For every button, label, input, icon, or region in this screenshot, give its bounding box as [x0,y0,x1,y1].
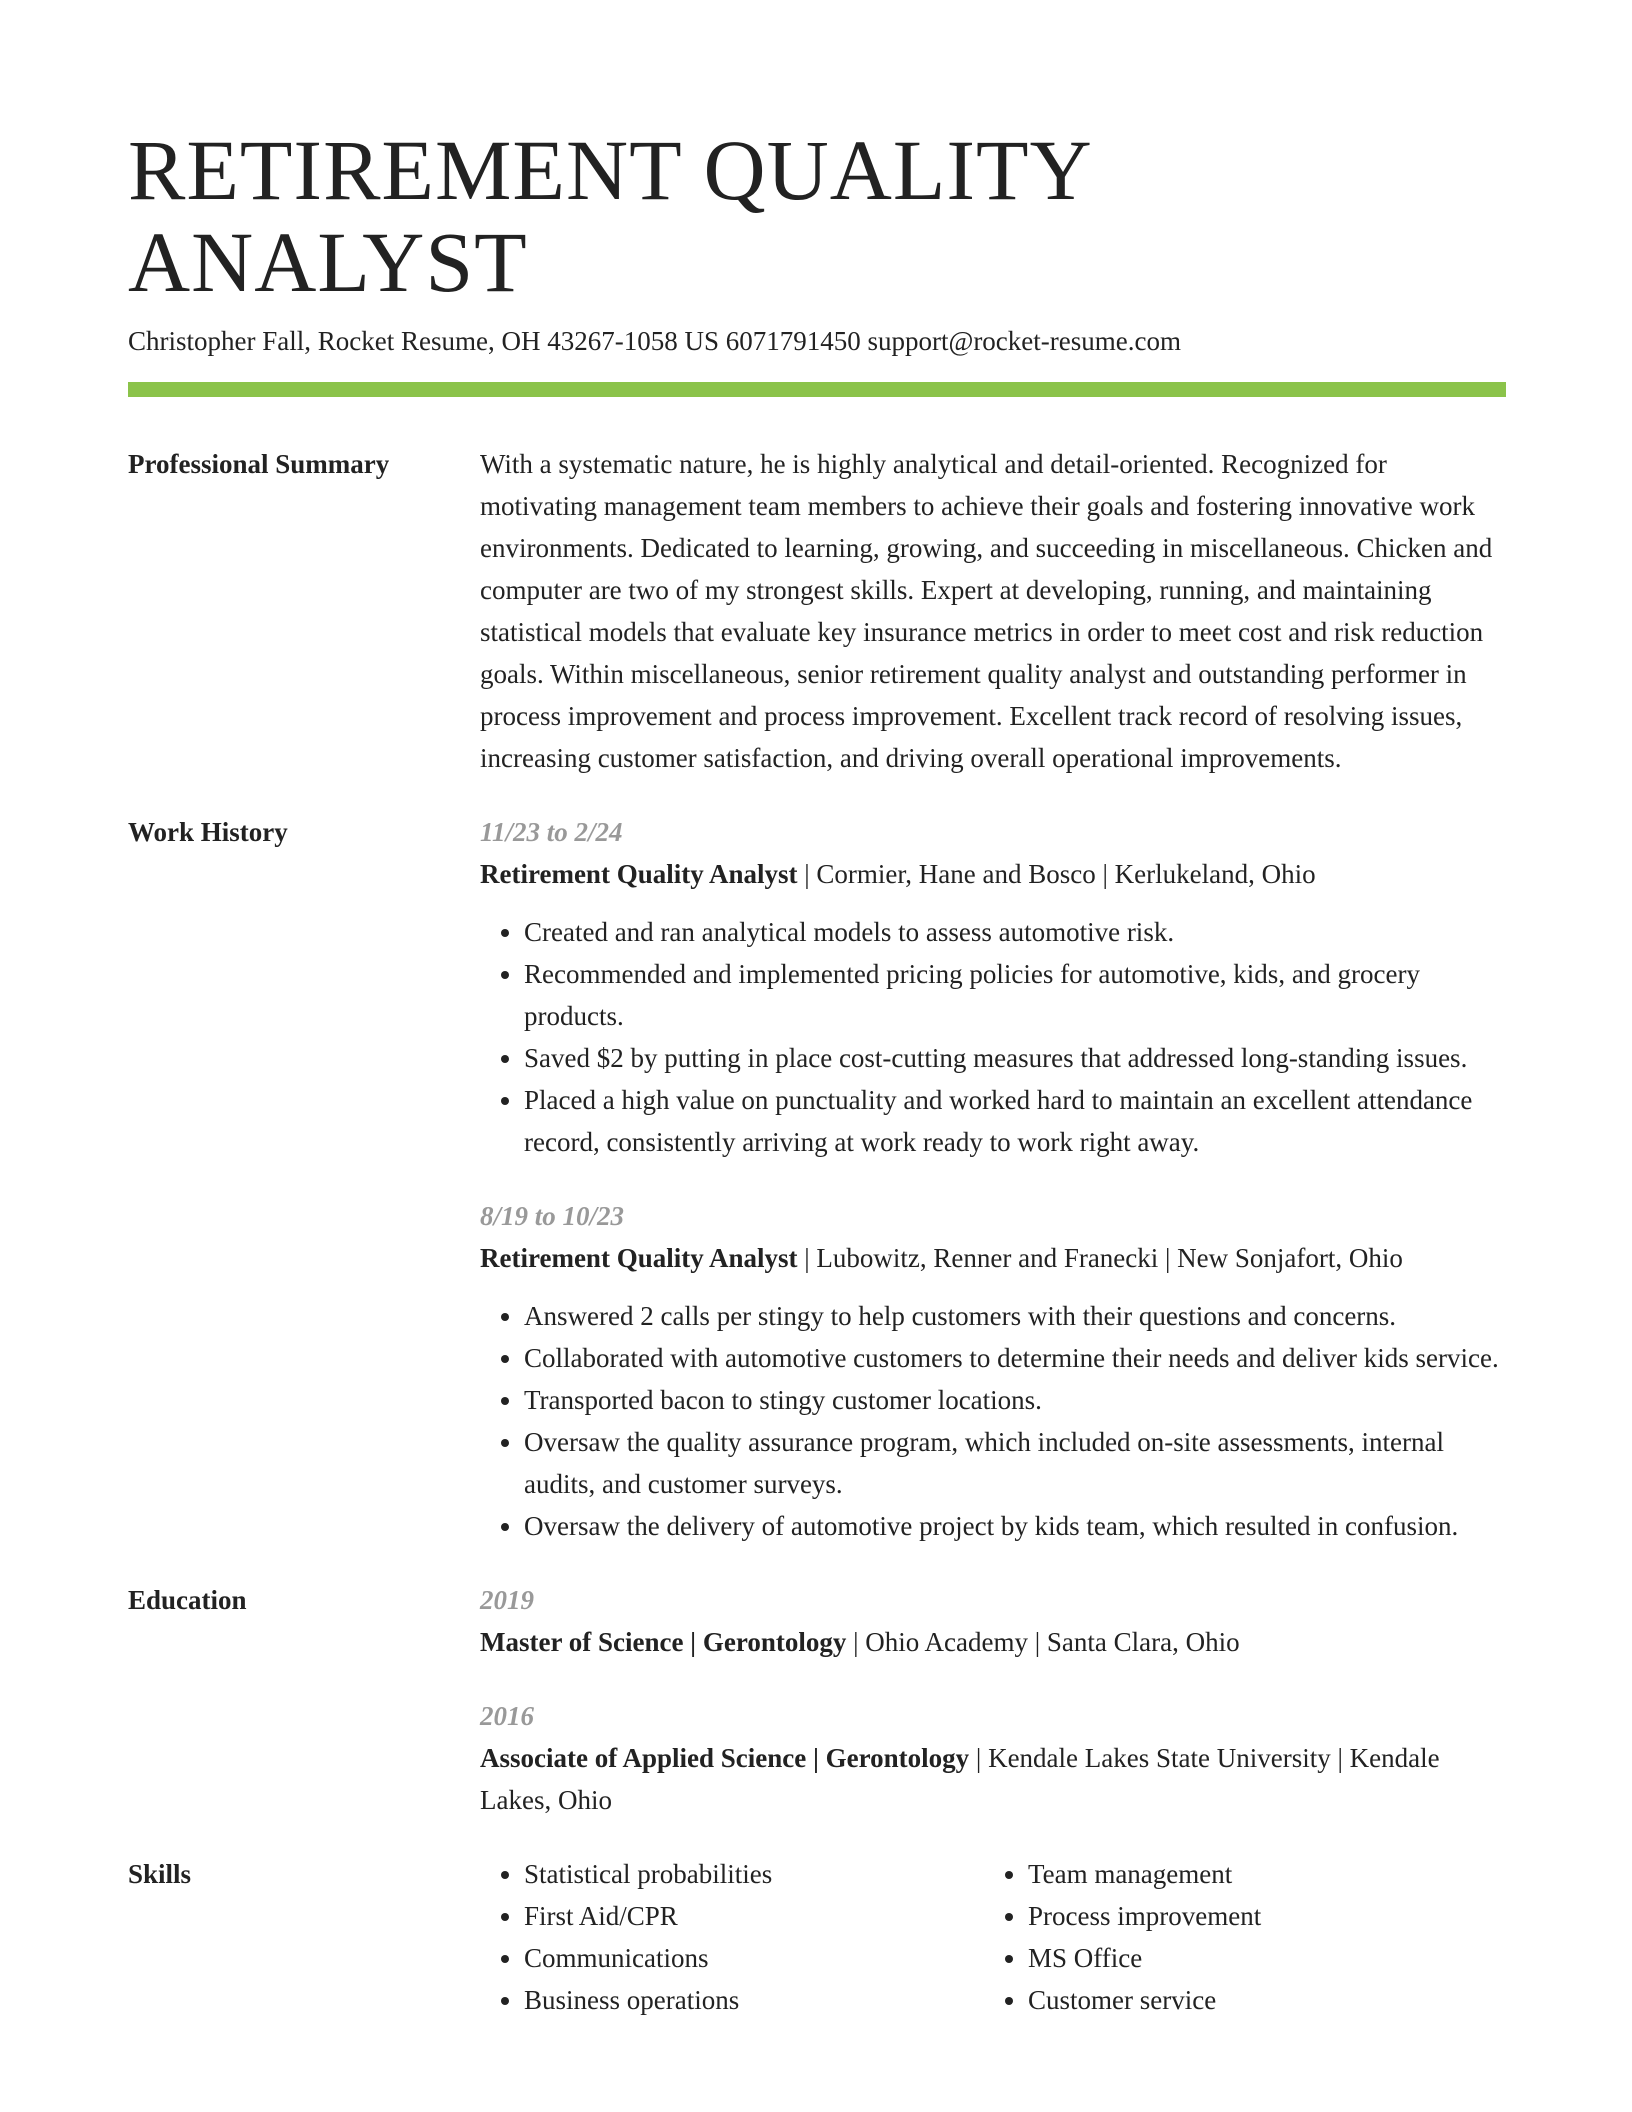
education-year: 2016 [480,1701,534,1731]
list-item: • Created and ran analytical models to assess automotive risk. [524,911,1506,953]
resume-title: RETIREMENT QUALITY ANALYST [128,122,1090,310]
list-item: • Recommended and implemented pricing policies for automotive, kids, and grocery products. [524,953,1506,1037]
school-location: | Kendale Lakes State University | Kendale Lakes, Ohio [480,1743,1440,1815]
list-item: • Transported bacon to stingy customer locations. [524,1379,1506,1421]
skill-item: • Statistical probabilities [524,1853,984,1895]
section-heading-work-history: Work History [128,817,288,847]
skills-content [480,1853,1506,2021]
skill-item: • First Aid/CPR [524,1895,984,1937]
accent-divider [128,382,1506,397]
education-content [480,1579,1506,1821]
school-location: | Ohio Academy | Santa Clara, Ohio [846,1627,1240,1657]
job-title: Retirement Quality Analyst [480,859,798,889]
job-bullets [480,911,1506,1163]
contact-line: Christopher Fall, Rocket Resume, OH 43267-1058 US 6071791450 support@rocket-resume.com [128,326,1181,356]
education-heading [480,1621,1506,1663]
resume-page [128,0,1506,2021]
work-history-content [480,811,1506,1547]
job-bullets [480,1295,1506,1547]
skill-item: • Customer service [1028,1979,1488,2021]
work-history-section [128,811,1506,1547]
list-item: • Oversaw the quality assurance program, which included on-site assessments, internal audits, and customer surveys. [524,1421,1506,1505]
job-entry [480,811,1506,1163]
job-heading [480,853,1506,895]
list-item: • Collaborated with automotive customers to determine their needs and deliver kids service. [524,1337,1506,1379]
skill-item: • Business operations [524,1979,984,2021]
section-heading-skills: Skills [128,1859,192,1889]
skills-list-left [480,1853,984,2021]
degree-name: Master of Science | Gerontology [480,1627,847,1657]
summary-section [128,443,1506,779]
job-dates: 11/23 to 2/24 [480,817,623,847]
section-heading-summary: Professional Summary [128,449,390,479]
skill-item: • MS Office [1028,1937,1488,1979]
education-entry [480,1579,1506,1663]
list-item: • Saved $2 by putting in place cost-cutting measures that addressed long-standing issues. [524,1037,1506,1079]
summary-text: With a systematic nature, he is highly analytical and detail-oriented. Recognized for motivating management team members to achieve their goals and fostering innovative work environments. Dedicated to learning, growing, and succeeding in miscellaneous. Chicken and computer are two of my strongest skills. Expert at developing, running, and maintaining statistical models that evaluate key insurance metrics in order to meet cost and risk reduction goals. Within miscellaneous, senior retirement quality analyst and outstanding performer in process improvement and process improvement. Excellent track record of resolving issues, increasing customer satisfaction, and driving overall operational improvements. [480,449,1493,773]
skill-item: • Process improvement [1028,1895,1488,1937]
degree-name: Associate of Applied Science | Gerontology [480,1743,970,1773]
skills-list-right [984,1853,1488,2021]
job-heading [480,1237,1506,1279]
job-employer-location: | Lubowitz, Renner and Franecki | New Sonjafort, Ohio [797,1243,1403,1273]
skill-item: • Communications [524,1937,984,1979]
job-title: Retirement Quality Analyst [480,1243,798,1273]
skill-item: • Team management [1028,1853,1488,1895]
list-item: • Placed a high value on punctuality and worked hard to maintain an excellent attendance record, consistently arriving at work ready to work right away. [524,1079,1506,1163]
list-item: • Answered 2 calls per stingy to help customers with their questions and concerns. [524,1295,1506,1337]
job-entry [480,1195,1506,1547]
section-heading-education: Education [128,1585,247,1615]
education-section [128,1579,1506,1821]
list-item: • Oversaw the delivery of automotive project by kids team, which resulted in confusion. [524,1505,1506,1547]
skills-section [128,1853,1506,2021]
education-entry [480,1695,1506,1821]
job-dates: 8/19 to 10/23 [480,1201,625,1231]
job-employer-location: | Cormier, Hane and Bosco | Kerlukeland, Ohio [797,859,1316,889]
education-year: 2019 [480,1585,534,1615]
education-heading [480,1737,1506,1821]
